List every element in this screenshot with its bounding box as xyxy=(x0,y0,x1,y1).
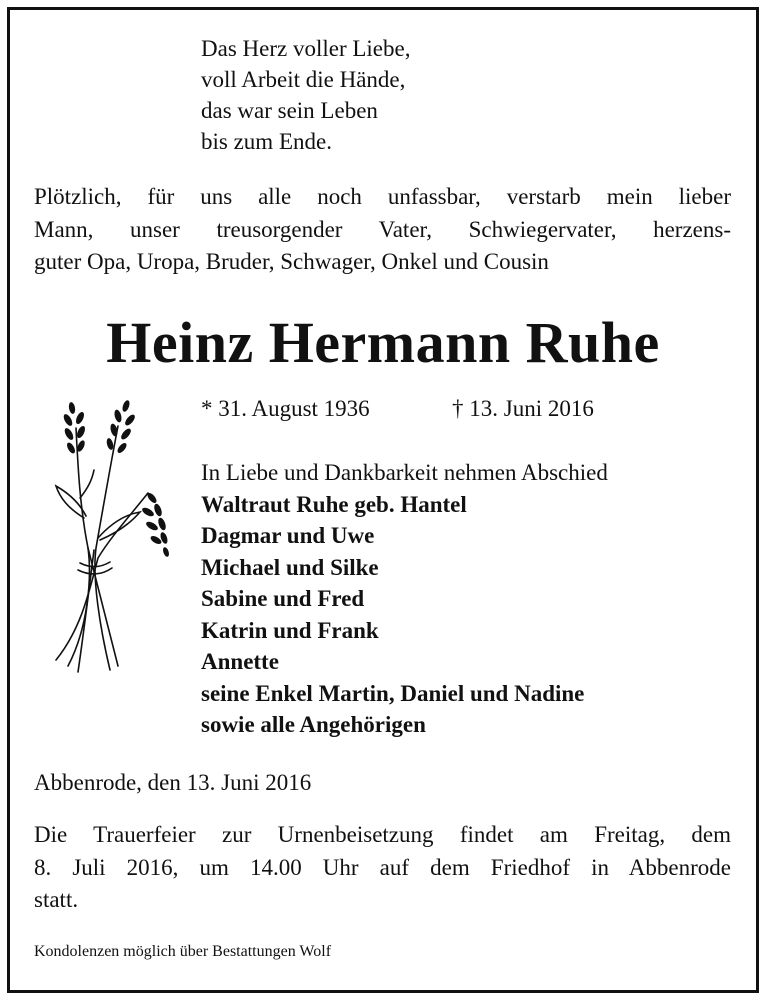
mourner-name: Sabine und Fred xyxy=(201,586,365,611)
mourner-name: Annette xyxy=(201,649,279,674)
funeral-service-info xyxy=(34,819,731,917)
service-line: statt. xyxy=(34,887,79,912)
poem-line: Das Herz voller Liebe, xyxy=(201,36,411,61)
mourner-name: Waltraut Ruhe geb. Hantel xyxy=(201,491,467,517)
wheat-bouquet-icon xyxy=(48,398,178,678)
mourner-name: Katrin und Frank xyxy=(201,617,379,643)
condolence-note: Kondolenzen möglich über Bestattungen Wolf xyxy=(34,943,332,960)
birth-date: * 31. August 1936 xyxy=(201,396,370,421)
life-dates xyxy=(201,394,594,424)
mourner-name: sowie alle Angehörigen xyxy=(201,712,426,737)
deceased-name: Heinz Hermann Ruhe xyxy=(106,310,660,375)
announcement-line: guter Opa, Uropa, Bruder, Schwager, Onkel und Cousin xyxy=(34,249,549,274)
service-line: Die Trauerfeier zur Urnenbeisetzung findet am Freitag, dem xyxy=(34,822,731,847)
mourners-intro: In Liebe und Dankbarkeit nehmen Abschied xyxy=(201,460,608,485)
service-line: 8. Juli 2016, um 14.00 Uhr auf dem Friedhof in Abbenrode xyxy=(34,854,731,880)
mourner-name: seine Enkel Martin, Daniel und Nadine xyxy=(201,680,585,706)
mourners-list xyxy=(201,457,608,741)
death-date: † 13. Juni 2016 xyxy=(452,396,594,421)
announcement-line: Mann, unser treusorgender Vater, Schwiegervater, herzens- xyxy=(34,216,731,242)
poem-line: das war sein Leben xyxy=(201,98,378,123)
death-announcement xyxy=(34,181,731,279)
poem-line: voll Arbeit die Hände, xyxy=(201,67,406,92)
mourner-name: Michael und Silke xyxy=(201,554,379,580)
mourner-name: Dagmar und Uwe xyxy=(201,523,375,548)
announcement-line: Plötzlich, für uns alle noch unfassbar, verstarb mein lieber xyxy=(34,184,731,209)
place-and-date: Abbenrode, den 13. Juni 2016 xyxy=(34,770,312,795)
poem-line: bis zum Ende. xyxy=(201,129,332,154)
memorial-poem xyxy=(201,33,410,157)
